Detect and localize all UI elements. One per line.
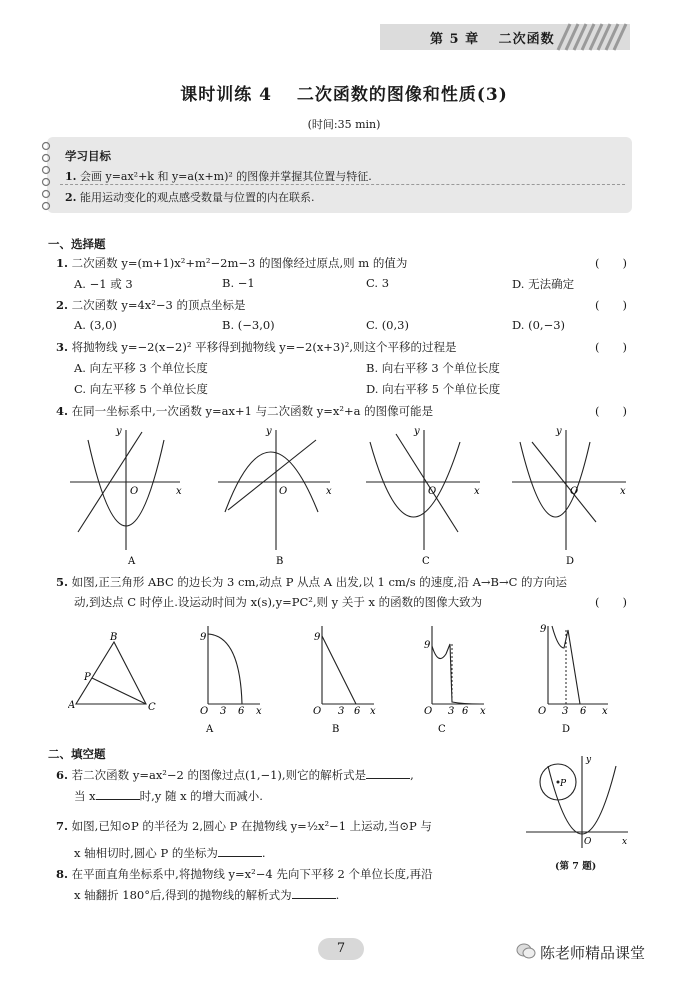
graph-label-c: C [422, 556, 430, 567]
figure-caption: (第 7 题) [555, 861, 597, 872]
goals-heading: 学习目标 [65, 149, 111, 163]
svg-text:6: 6 [354, 706, 361, 717]
option: A. −1 或 3 [74, 277, 133, 291]
section-fill-blank: 二、填空题 [48, 747, 106, 761]
graph-label-b: B [276, 556, 284, 567]
svg-text:O: O [313, 706, 322, 717]
option: D. (0,−3) [512, 318, 566, 332]
svg-text:y: y [266, 426, 272, 437]
question-5: 5. 如图,正三角形 ABC 的边长为 3 cm,动点 P 从点 A 出发,以 1 cm/s 的速度,沿 A→B→C 的方向运 [56, 575, 568, 589]
svg-text:O: O [424, 706, 433, 717]
lesson-title: 课时训练 4 二次函数的图像和性质(3) [180, 85, 508, 105]
svg-text:x: x [326, 486, 332, 497]
answer-blank[interactable] [96, 799, 140, 800]
wechat-icon [516, 942, 536, 960]
svg-text:x: x [256, 706, 262, 717]
answer-paren: ( ) [595, 298, 627, 312]
q5-label-a: A [206, 724, 214, 735]
answer-blank[interactable] [218, 856, 262, 857]
spiral-binding-icon [36, 140, 56, 212]
svg-text:x: x [474, 486, 480, 497]
section-choice: 一、选择题 [48, 237, 106, 251]
answer-blank[interactable] [366, 778, 410, 779]
graph-d [512, 430, 626, 550]
svg-text:O: O [428, 486, 437, 497]
q5-label-b: B [332, 724, 340, 735]
svg-text:3: 3 [562, 706, 569, 717]
svg-text:A: A [68, 700, 76, 711]
chapter-header: 第 5 章 二次函数 [430, 32, 555, 47]
svg-text:x: x [480, 706, 486, 717]
graph-label-d: D [566, 556, 575, 567]
option: D. 向右平移 5 个单位长度 [366, 382, 501, 396]
svg-text:C: C [148, 702, 156, 713]
graph-a [70, 430, 180, 550]
q5-graph-d [548, 626, 608, 704]
q4-graphs [60, 422, 650, 570]
svg-text:3: 3 [220, 706, 227, 717]
svg-text:P: P [84, 672, 91, 683]
svg-text:6: 6 [238, 706, 245, 717]
page-number: 7 [318, 938, 364, 960]
svg-text:x: x [602, 706, 608, 717]
graph-b [218, 430, 330, 550]
question-8: 8. 在平面直角坐标系中,将抛物线 y=x²−4 先向下平移 2 个单位长度,再沿 [56, 867, 433, 881]
option: B. (−3,0) [222, 318, 275, 332]
question-4: 4. 在同一坐标系中,一次函数 y=ax+1 与二次函数 y=x²+a 的图像可能是 [56, 404, 434, 418]
answer-paren: ( ) [595, 340, 627, 354]
svg-text:y: y [414, 426, 420, 437]
svg-text:O: O [584, 837, 592, 847]
graph-label-a: A [128, 556, 136, 567]
option: A. (3,0) [74, 318, 117, 332]
question-7-cont: x 轴相切时,圆心 P 的坐标为 . [74, 846, 266, 860]
q5-label-c: C [438, 724, 446, 735]
option: C. (0,3) [366, 318, 409, 332]
time-limit: (时间:35 min) [307, 118, 381, 131]
svg-text:O: O [200, 706, 209, 717]
answer-paren: ( ) [595, 404, 627, 418]
option: D. 无法确定 [512, 277, 575, 291]
svg-text:3: 3 [338, 706, 345, 717]
question-6: 6. 若二次函数 y=ax²−2 的图像过点(1,−1),则它的解析式是 , [56, 768, 414, 782]
svg-text:y: y [556, 426, 562, 437]
answer-paren: ( ) [595, 256, 627, 270]
question-2: 2. 二次函数 y=4x²−3 的顶点坐标是 [56, 298, 246, 312]
watermark: 陈老师精品课堂 [540, 944, 646, 962]
question-3: 3. 将抛物线 y=−2(x−2)² 平移得到抛物线 y=−2(x+3)²,则这个平移的过程是 [56, 340, 457, 354]
question-6-cont: 当 x 时,y 随 x 的增大而减小. [74, 789, 263, 803]
goal-2: 2. 能用运动变化的观点感受数量与位置的内在联系. [65, 191, 315, 204]
svg-text:y: y [116, 426, 122, 437]
svg-text:O: O [570, 486, 579, 497]
answer-paren: ( ) [595, 595, 627, 609]
question-1: 1. 二次函数 y=(m+1)x²+m²−2m−3 的图像经过原点,则 m 的值为 [56, 256, 408, 270]
svg-text:y: y [586, 755, 592, 765]
svg-text:x: x [620, 486, 626, 497]
svg-text:9: 9 [200, 632, 207, 643]
q5-graph-c [432, 626, 484, 704]
option: C. 3 [366, 276, 390, 290]
svg-text:3: 3 [448, 706, 455, 717]
option: A. 向左平移 3 个单位长度 [74, 361, 208, 375]
svg-text:9: 9 [540, 624, 547, 635]
graph-c [366, 430, 480, 550]
svg-text:B: B [110, 632, 118, 643]
svg-text:O: O [279, 486, 288, 497]
q5-graph-b [322, 626, 374, 704]
option: C. 向左平移 5 个单位长度 [74, 382, 208, 396]
svg-text:6: 6 [462, 706, 469, 717]
q5-graph-a [208, 626, 260, 704]
svg-text:x: x [176, 486, 182, 497]
svg-text:x: x [622, 837, 628, 847]
svg-text:9: 9 [424, 640, 431, 651]
answer-blank[interactable] [292, 898, 336, 899]
svg-text:9: 9 [314, 632, 321, 643]
svg-text:P: P [560, 779, 567, 789]
goal-1: 1. 会画 y=ax²+k 和 y=a(x+m)² 的图像并掌握其位置与特征. [65, 170, 372, 183]
question-8-cont: x 轴翻折 180°后,得到的抛物线的解析式为 . [74, 888, 340, 902]
q5-figures [68, 618, 628, 736]
svg-text:x: x [370, 706, 376, 717]
question-7: 7. 如图,已知⊙P 的半径为 2,圆心 P 在抛物线 y=½x²−1 上运动,当⊙P 与 [56, 819, 432, 833]
svg-text:O: O [130, 486, 139, 497]
q5-label-d: D [562, 724, 571, 735]
option: B. 向右平移 3 个单位长度 [366, 361, 500, 375]
q7-figure [522, 752, 632, 852]
question-5-cont: 动,到达点 C 时停止.设运动时间为 x(s),y=PC²,则 y 关于 x 的函数的图像大致为 [74, 595, 483, 609]
svg-text:O: O [538, 706, 547, 717]
option: B. −1 [222, 276, 255, 290]
svg-text:6: 6 [580, 706, 587, 717]
